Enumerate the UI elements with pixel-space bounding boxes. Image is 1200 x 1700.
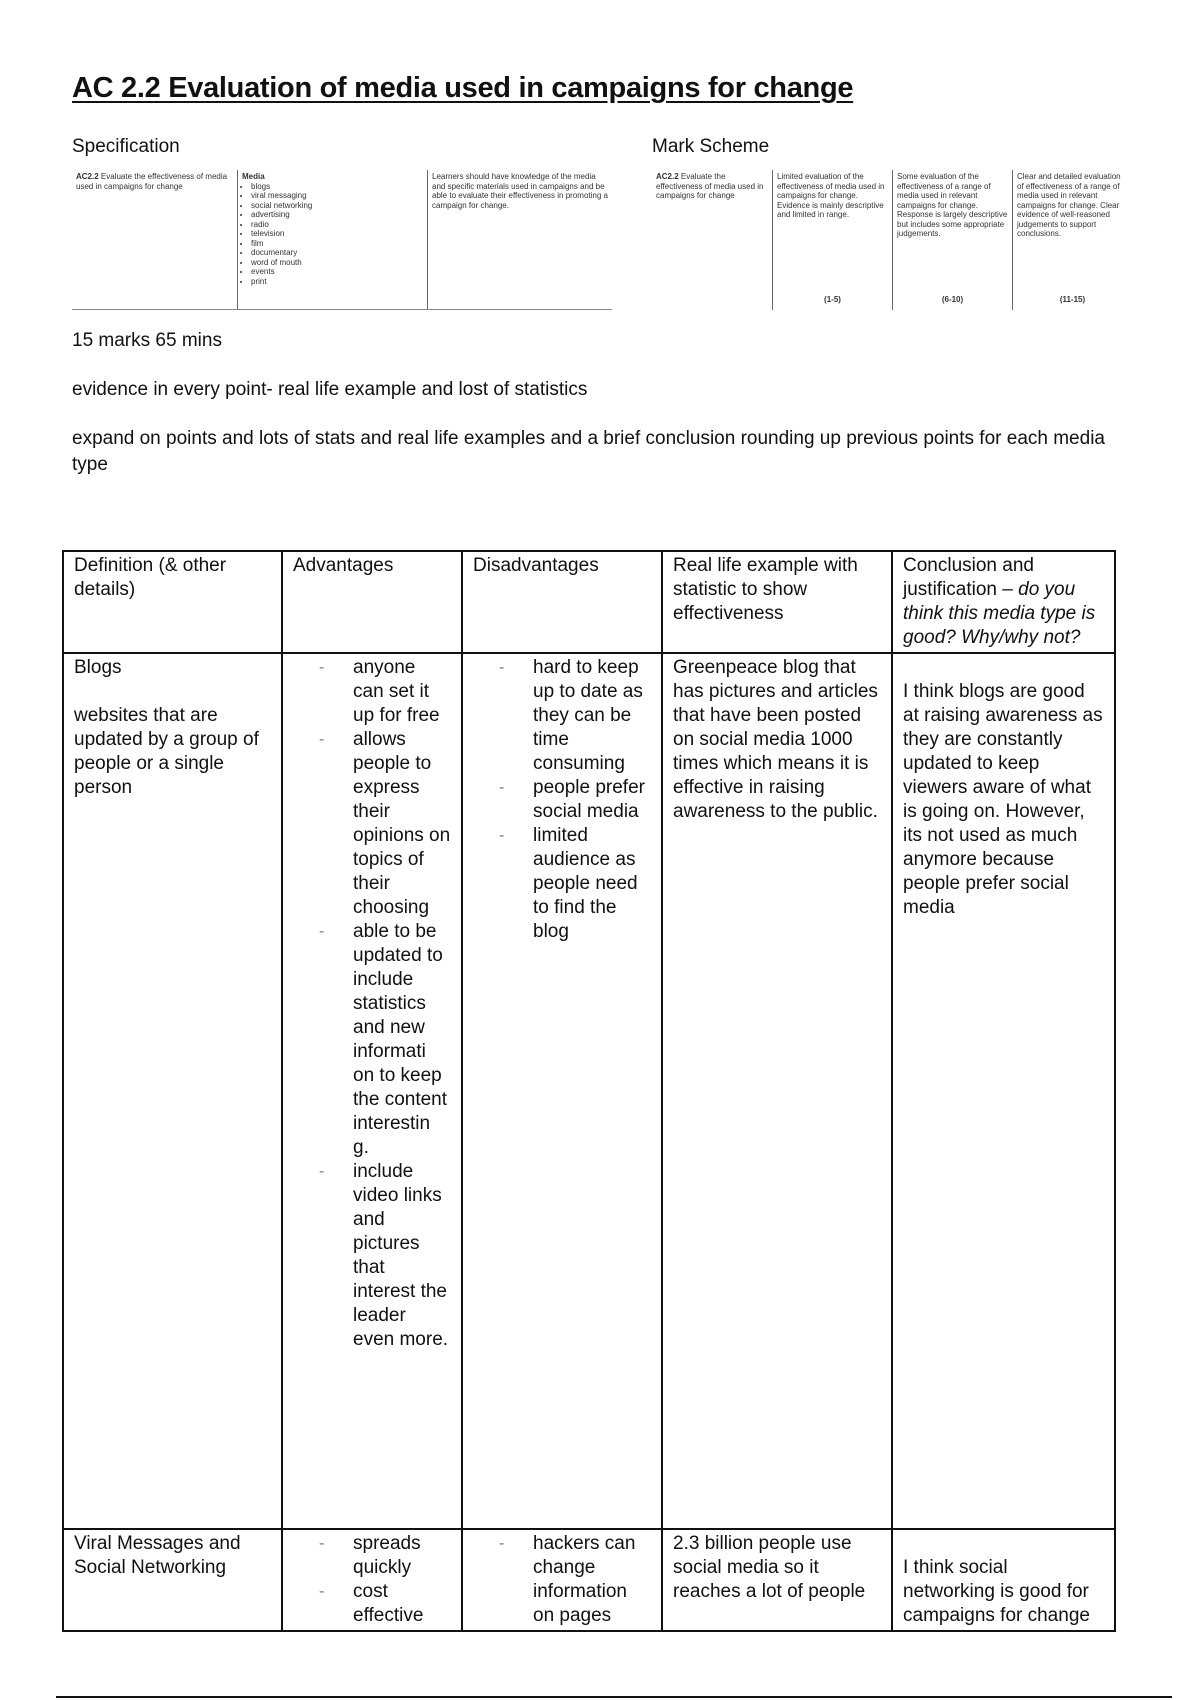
- mark-scheme-image: [652, 170, 1132, 310]
- spec-ac-text: Evaluate the effectiveness of media used in campaigns for change: [76, 172, 228, 191]
- definition-cell: [63, 1529, 282, 1631]
- advantage-item: - cost effective: [353, 1580, 451, 1628]
- ms-band-3: [1012, 170, 1132, 310]
- disadvantages-cell: [462, 653, 662, 1529]
- advantages-list: [293, 656, 451, 1352]
- specification-label: Specification: [72, 136, 180, 157]
- ms-band-text: Limited evaluation of the effectiveness of media used in campaigns for change. Evidence is mainly descriptive and limited in range.: [777, 172, 885, 219]
- header-conclusion-question: do you think this media type is good? Why/why not?: [903, 579, 1096, 648]
- spec-ac-ref: AC2.2: [76, 172, 99, 181]
- conclusion-cell: [892, 653, 1115, 1529]
- ms-band-text: Some evaluation of the effectiveness of a range of media used in relevant campaigns for change. Response is largely descriptive but includes some appropriate judgements.: [897, 172, 1008, 238]
- spec-ac-cell: [72, 170, 237, 310]
- header-conclusion-text: Conclusion and justification –: [903, 555, 1034, 600]
- advantage-item: - anyone can set it up for free: [353, 656, 451, 728]
- ms-band-1: [772, 170, 892, 310]
- mark-scheme-label: Mark Scheme: [652, 136, 770, 157]
- media-type-definition: websites that are updated by a group of people or a single person: [74, 705, 259, 798]
- media-evaluation-table: [62, 550, 1116, 1632]
- expand-note: expand on points and lots of stats and real life examples and a brief conclusion rounding up previous points for each media type: [72, 428, 1105, 475]
- spec-media-item: • advertising: [251, 210, 423, 220]
- spec-media-item: • television: [251, 229, 423, 239]
- table-row: [63, 653, 1115, 1529]
- spec-image-bottom-rule: [72, 309, 612, 310]
- spec-media-list: [242, 182, 423, 287]
- header-example: Real life example with statistic to show effectiveness: [662, 551, 892, 653]
- advantage-item: - include video links and pictures that interest the leader even more.: [353, 1160, 451, 1352]
- page-bottom-rule: [56, 1696, 1172, 1698]
- advantage-item: - able to be updated to include statistics and new informati on to keep the content interestin g.: [353, 920, 451, 1160]
- advantage-item: - allows people to express their opinions on topics of their choosing: [353, 728, 451, 920]
- disadvantage-item: - hackers can change information on pages: [533, 1532, 651, 1628]
- ms-ac-text: Evaluate the effectiveness of media used in campaigns for change: [656, 172, 764, 200]
- media-type-term: Blogs: [74, 657, 122, 678]
- marks-time-note: 15 marks 65 mins: [72, 330, 222, 351]
- ms-band-2: [892, 170, 1012, 310]
- ms-band-text: Clear and detailed evaluation of effectiveness of a range of media used in relevant campaigns for change. Clear evidence of well-reasoned judgements to support conclusions.: [1017, 172, 1121, 238]
- media-type-term: Viral Messages and Social Networking: [74, 1533, 241, 1578]
- advantages-cell: [282, 653, 462, 1529]
- example-text: 2.3 billion people use social media so it reaches a lot of people: [673, 1533, 866, 1602]
- header-disadvantages: Disadvantages: [462, 551, 662, 653]
- conclusion-text: I think blogs are good at raising awareness as they are constantly updated to keep viewers aware of what is going on. However, its not used as much anymore because people prefer social media: [903, 681, 1103, 918]
- specification-image: [72, 170, 612, 310]
- spec-media-item: • social networking: [251, 201, 423, 211]
- definition-cell: [63, 653, 282, 1529]
- spec-media-item: • film: [251, 239, 423, 249]
- spec-media-cell: [237, 170, 427, 310]
- spec-media-item: • print: [251, 277, 423, 287]
- ms-ac-ref: AC2.2: [656, 172, 679, 181]
- spec-media-item: • word of mouth: [251, 258, 423, 268]
- ms-band-marks: (6-10): [941, 294, 964, 304]
- spec-media-item: • events: [251, 267, 423, 277]
- advantages-list: [293, 1532, 451, 1628]
- disadvantage-item: - hard to keep up to date as they can be time consuming: [533, 656, 651, 776]
- page-title: AC 2.2 Evaluation of media used in campaigns for change: [72, 72, 854, 104]
- table-row: [63, 1529, 1115, 1631]
- example-cell: [662, 653, 892, 1529]
- header-definition: Definition (& other details): [63, 551, 282, 653]
- spec-media-item: • viral messaging: [251, 191, 423, 201]
- spec-guidance: Learners should have knowledge of the media and specific materials used in campaigns and be able to evaluate their effectiveness in promoting a campaign for change.: [432, 172, 608, 210]
- ms-band-marks: (1-5): [824, 294, 841, 304]
- conclusion-text: I think social networking is good for campaigns for change: [903, 1557, 1090, 1626]
- advantages-cell: [282, 1529, 462, 1631]
- advantage-item: - spreads quickly: [353, 1532, 451, 1580]
- ms-ac-cell: [652, 170, 772, 310]
- table-header-row: [63, 551, 1115, 653]
- evidence-note: evidence in every point- real life example and lost of statistics: [72, 379, 588, 400]
- example-text: Greenpeace blog that has pictures and articles that have been posted on social media 1000 times which means it is effective in raising awareness to the public.: [673, 657, 878, 822]
- conclusion-cell: [892, 1529, 1115, 1631]
- conclusion-spacer: [903, 656, 1104, 680]
- spec-media-item: • radio: [251, 220, 423, 230]
- disadvantages-cell: [462, 1529, 662, 1631]
- spec-media-item: • blogs: [251, 182, 423, 192]
- spec-media-item: • documentary: [251, 248, 423, 258]
- disadvantages-list: [473, 656, 651, 944]
- conclusion-spacer: [903, 1532, 1104, 1556]
- disadvantage-item: - limited audience as people need to find the blog: [533, 824, 651, 944]
- spec-media-heading: Media: [242, 172, 265, 181]
- example-cell: [662, 1529, 892, 1631]
- disadvantages-list: [473, 1532, 651, 1628]
- header-advantages: Advantages: [282, 551, 462, 653]
- disadvantage-item: - people prefer social media: [533, 776, 651, 824]
- spec-guidance-cell: [427, 170, 612, 310]
- header-conclusion: [892, 551, 1115, 653]
- ms-band-marks: (11-15): [1059, 294, 1086, 304]
